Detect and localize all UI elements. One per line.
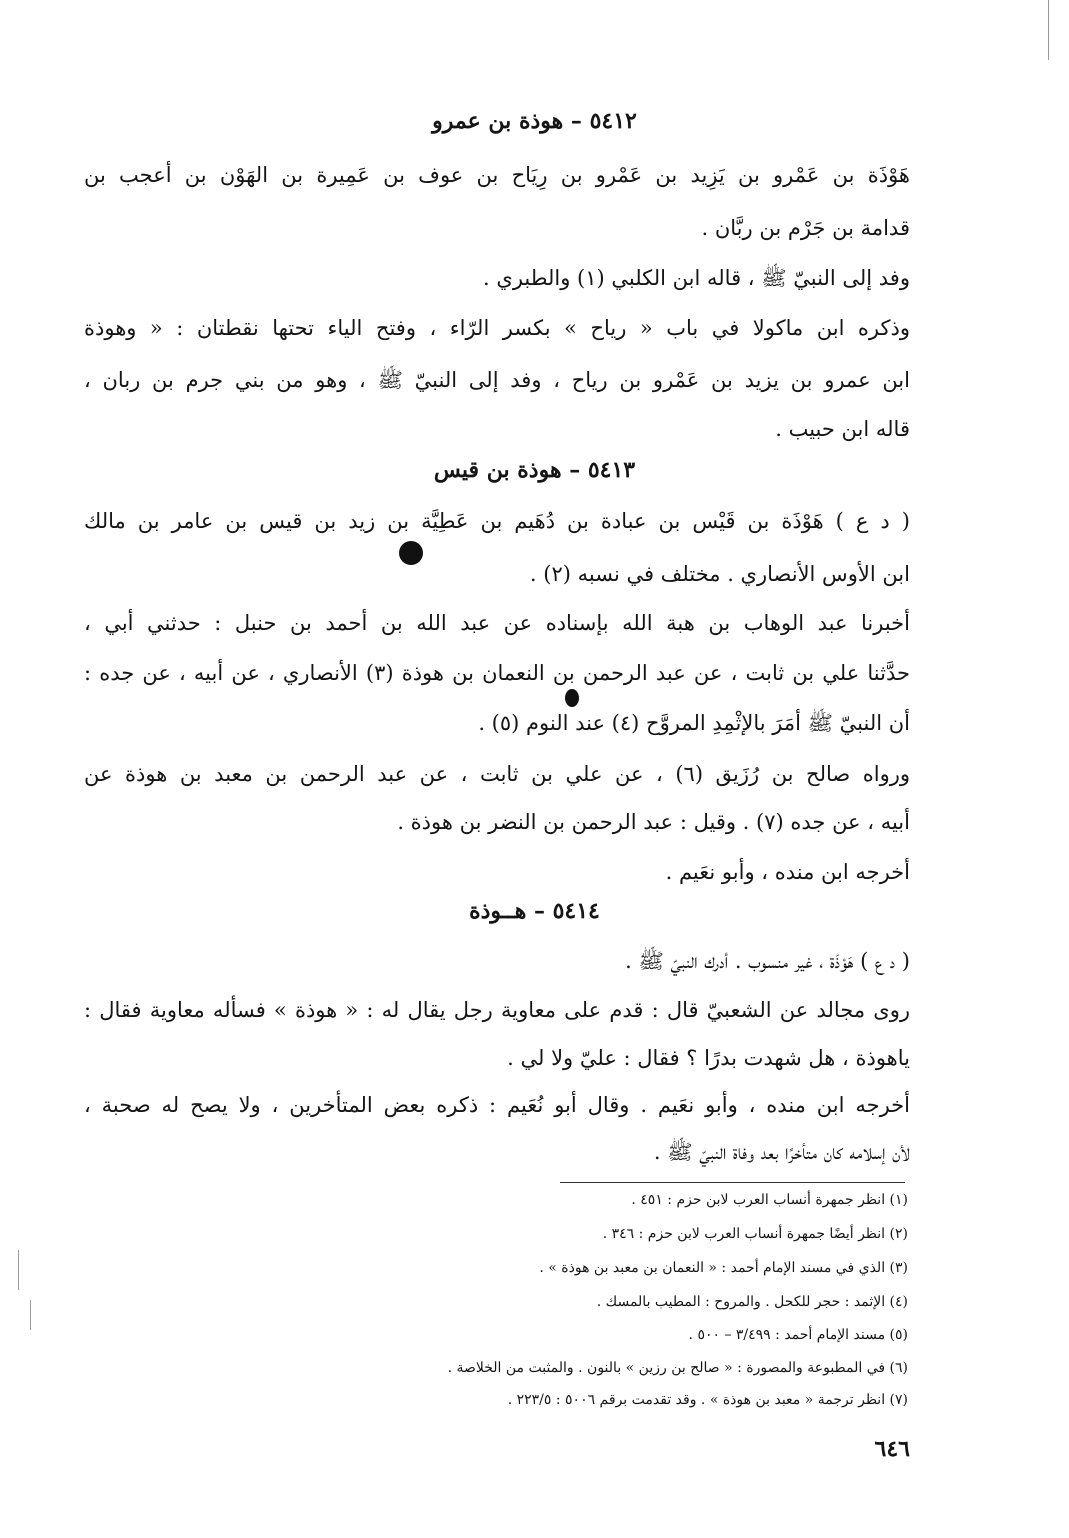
entry-5414-line-5: لأن إسلامه كان متأخرًا بعد وفاة النبيّ ﷺ .	[653, 1140, 910, 1164]
entry-5412-line-5: ابن عمرو بن يزيد بن عَمْرو بن رياح ، وفد إلى النبيّ ﷺ ، وهو من بني جرم بن ربان ،	[84, 368, 910, 392]
entry-5414-line-2: روى مجالد عن الشعبيّ قال : قدم على معاوية رجل يقال له : « هوذة » فسأله معاوية فقال :	[84, 998, 910, 1022]
entry-5414-line-1: ( د ع ) هَوْذَة ، غير منسوب . أدرك النبيّ ﷺ .	[625, 949, 910, 973]
entry-5413-line-5: أن النبيّ ﷺ أمَرَ بالإثْمِدِ المروَّح (٤) عند النوم (٥) .	[478, 711, 910, 735]
ink-blot	[399, 541, 423, 565]
entry-heading-5413: ٥٤١٣ – هوذة بن قيس	[433, 457, 636, 483]
footnote-separator	[560, 1182, 905, 1183]
entry-5413-line-6: ورواه صالح بن رُزَيق (٦) ، عن علي بن ثابت ، عن عبد الرحمن بن معبد بن هوذة عن	[84, 762, 910, 786]
entry-heading-5414: ٥٤١٤ – هــوذة	[469, 898, 600, 924]
entry-heading-5412: ٥٤١٢ – هوذة بن عمرو	[432, 108, 637, 134]
entry-5413-line-8: أخرجه ابن منده ، وأبو نعَيم .	[665, 860, 910, 884]
scan-margin-mark	[30, 1300, 31, 1330]
entry-5412-line-6: قاله ابن حبيب .	[775, 417, 910, 441]
entry-5413-line-3: أخبرنا عبد الوهاب بن هبة الله بإسناده عن عبد الله بن أحمد بن حنبل : حدثني أبي ،	[84, 611, 910, 635]
footnote-4: (٤) الإثمد : حجر للكحل . والمروح : المطيب بالمسك .	[596, 1294, 908, 1310]
page-number: ٦٤٦	[874, 1436, 910, 1462]
entry-5413-line-7: أبيه ، عن جده (٧) . وقيل : عبد الرحمن بن النضر بن هوذة .	[397, 810, 910, 834]
entry-5414-line-4: أخرجه ابن منده ، وأبو نعَيم . وقال أبو نُعَيم : ذكره بعض المتأخرين ، ولا يصح له صحبة ،	[84, 1093, 910, 1117]
scan-margin-mark	[1048, 0, 1049, 60]
footnote-6: (٦) في المطبوعة والمصورة : « صالح بن رزين » بالنون . والمثبت من الخلاصة .	[447, 1360, 908, 1376]
entry-5412-line-3: وفد إلى النبيّ ﷺ ، قاله ابن الكلبي (١) والطبري .	[483, 266, 910, 290]
entry-5412-line-2: قدامة بن جَرْم بن ربَّان .	[701, 216, 910, 240]
entry-5412-line-4: وذكره ابن ماكولا في باب « رياح » بكسر الرّاء ، وفتح الياء تحتها نقطتان : « وهوذة	[84, 316, 910, 340]
footnote-3: (٣) الذي في مسند الإمام أحمد : « النعمان بن معبد بن هوذة » .	[539, 1260, 908, 1276]
ink-blot	[565, 689, 579, 707]
footnote-1: (١) انظر جمهرة أنساب العرب لابن حزم : ٤٥١ .	[631, 1192, 908, 1208]
entry-5413-line-4: حدَّثنا علي بن ثابت ، عن عبد الرحمن بن النعمان بن هوذة (٣) الأنصاري ، عن أبيه ، عن جده :	[84, 661, 910, 685]
footnote-7: (٧) انظر ترجمة « معبد بن هوذة » . وقد تقدمت برقم ٥٠٠٦ : ٢٢٣/٥ .	[507, 1392, 908, 1408]
entry-5414-line-3: ياهوذة ، هل شهدت بدرًا ؟ فقال : عليّ ولا لي .	[507, 1046, 910, 1070]
entry-5412-line-1: هَوْذَة بن عَمْرو بن يَزِيد بن عَمْرو بن رِيَاح بن عوف بن عَمِيرة بن الهَوْن بن أعجب بن	[84, 163, 910, 187]
scan-margin-mark	[18, 1250, 19, 1290]
entry-5413-line-2: ابن الأوس الأنصاري . مختلف في نسبه (٢) .	[529, 562, 910, 586]
entry-5413-line-1: ( د ع ) هَوْذَة بن قَيْس بن عبادة بن دُهَيم بن عَطِيَّة بن زيد بن قيس بن عامر بن مالك	[84, 509, 910, 533]
footnote-5: (٥) مسند الإمام أحمد : ٣/٤٩٩ – ٥٠٠ .	[688, 1327, 908, 1343]
footnote-2: (٢) انظر أيضًا جمهرة أنساب العرب لابن حزم : ٣٤٦ .	[602, 1226, 908, 1242]
